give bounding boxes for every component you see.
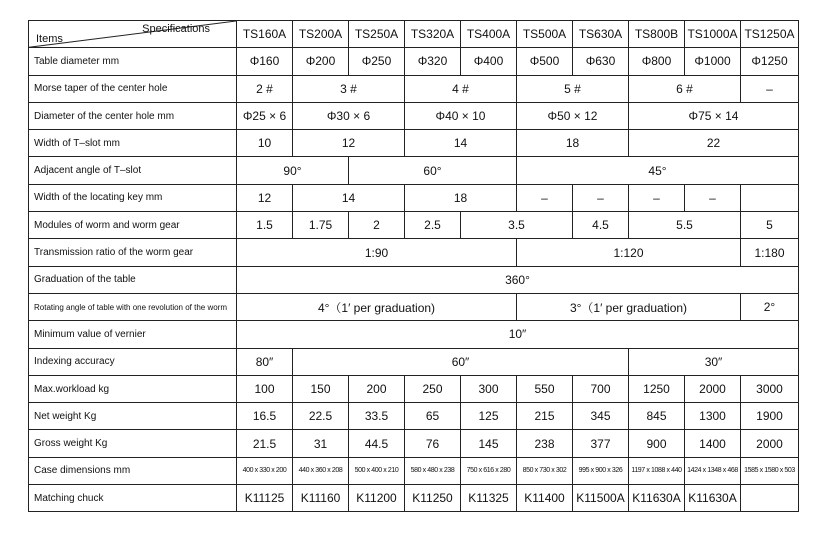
table-cell: Φ40 × 10 [405, 102, 517, 129]
table-cell: 33.5 [349, 403, 405, 430]
table-cell [741, 184, 799, 211]
table-cell: 21.5 [237, 430, 293, 457]
table-cell: 45° [517, 157, 799, 184]
table-cell: 4°（1′ per graduation) [237, 293, 517, 320]
table-row [29, 348, 799, 375]
table-cell: 238 [517, 430, 573, 457]
table-cell: 200 [349, 375, 405, 402]
model-header-cell: TS160A [237, 21, 293, 48]
table-cell: 60° [349, 157, 517, 184]
table-row [29, 403, 799, 430]
table-cell: Φ1000 [685, 48, 741, 75]
table-cell: Φ320 [405, 48, 461, 75]
table-cell: Φ630 [573, 48, 629, 75]
table-cell: 125 [461, 403, 517, 430]
row-label: Indexing accuracy [29, 348, 237, 375]
table-cell: 215 [517, 403, 573, 430]
table-cell: 1424 x 1348 x 468 [685, 457, 741, 484]
table-cell: 360° [237, 266, 799, 293]
table-cell: Φ200 [293, 48, 349, 75]
table-cell: 5 # [517, 75, 629, 102]
table-cell: 10 [237, 130, 293, 157]
table-cell: 580 x 480 x 238 [405, 457, 461, 484]
table-cell: 12 [237, 184, 293, 211]
table-row [29, 430, 799, 457]
table-cell: K11630A [629, 485, 685, 512]
table-cell: Φ500 [517, 48, 573, 75]
table-cell: 145 [461, 430, 517, 457]
table-cell: 1900 [741, 403, 799, 430]
model-header-cell: TS1000A [685, 21, 741, 48]
table-row [29, 266, 799, 293]
row-label: Adjacent angle of T–slot [29, 157, 237, 184]
table-cell: 400 x 330 x 200 [237, 457, 293, 484]
table-cell: K11630A [685, 485, 741, 512]
table-cell: 76 [405, 430, 461, 457]
table-cell: 18 [405, 184, 517, 211]
table-cell: 500 x 400 x 210 [349, 457, 405, 484]
table-cell: 3°（1′ per graduation) [517, 293, 741, 320]
table-cell [741, 485, 799, 512]
table-cell: Φ160 [237, 48, 293, 75]
table-cell: 30″ [629, 348, 799, 375]
model-header-cell: TS800B [629, 21, 685, 48]
table-cell: 250 [405, 375, 461, 402]
table-cell: 377 [573, 430, 629, 457]
table-cell: 1400 [685, 430, 741, 457]
table-cell: 750 x 616 x 280 [461, 457, 517, 484]
table-cell: – [685, 184, 741, 211]
model-header-cell: TS320A [405, 21, 461, 48]
table-cell: 6 # [629, 75, 741, 102]
table-cell: 16.5 [237, 403, 293, 430]
table-cell: K11400 [517, 485, 573, 512]
table-row [29, 75, 799, 102]
table-cell: 4.5 [573, 212, 629, 239]
table-cell: 2000 [685, 375, 741, 402]
table-row [29, 48, 799, 75]
table-cell: 3.5 [461, 212, 573, 239]
table-cell: 60″ [293, 348, 629, 375]
specifications-table [28, 20, 799, 512]
table-cell: 150 [293, 375, 349, 402]
table-cell: 2.5 [405, 212, 461, 239]
table-row [29, 375, 799, 402]
table-cell: K11325 [461, 485, 517, 512]
table-cell: 18 [517, 130, 629, 157]
table-cell: 2° [741, 293, 799, 320]
table-cell: Φ50 × 12 [517, 102, 629, 129]
table-row [29, 321, 799, 348]
table-cell: 100 [237, 375, 293, 402]
row-label: Max.workload kg [29, 375, 237, 402]
table-cell: 31 [293, 430, 349, 457]
items-heading: Items [36, 33, 63, 46]
row-label: Transmission ratio of the worm gear [29, 239, 237, 266]
table-cell: 845 [629, 403, 685, 430]
table-cell: K11160 [293, 485, 349, 512]
table-cell: 5 [741, 212, 799, 239]
table-cell: Φ400 [461, 48, 517, 75]
header-row [29, 21, 799, 48]
row-label: Width of the locating key mm [29, 184, 237, 211]
table-row [29, 212, 799, 239]
table-cell: K11200 [349, 485, 405, 512]
table-cell: 3000 [741, 375, 799, 402]
table-cell: 65 [405, 403, 461, 430]
table-row [29, 157, 799, 184]
table-cell: – [573, 184, 629, 211]
table-cell: Φ30 × 6 [293, 102, 405, 129]
table-cell: 1197 x 1088 x 440 [629, 457, 685, 484]
row-label: Matching chuck [29, 485, 237, 512]
table-row [29, 485, 799, 512]
table-cell: 345 [573, 403, 629, 430]
model-header-cell: TS250A [349, 21, 405, 48]
model-header-cell: TS200A [293, 21, 349, 48]
table-cell: Φ250 [349, 48, 405, 75]
table-cell: 995 x 900 x 326 [573, 457, 629, 484]
table-cell: K11500A [573, 485, 629, 512]
header-corner-cell [29, 21, 237, 48]
table-cell: 1.5 [237, 212, 293, 239]
table-cell: 90° [237, 157, 349, 184]
table-cell: 1585 x 1580 x 503 [741, 457, 799, 484]
table-cell: 44.5 [349, 430, 405, 457]
table-cell: 1300 [685, 403, 741, 430]
model-header-cell: TS630A [573, 21, 629, 48]
table-cell: 2 # [237, 75, 293, 102]
table-cell: 2 [349, 212, 405, 239]
table-cell: 14 [405, 130, 517, 157]
specifications-heading: Specifications [142, 23, 210, 35]
table-row [29, 130, 799, 157]
row-label: Graduation of the table [29, 266, 237, 293]
model-header-cell: TS500A [517, 21, 573, 48]
table-cell: 1:90 [237, 239, 517, 266]
table-cell: 10″ [237, 321, 799, 348]
table-cell: 700 [573, 375, 629, 402]
table-cell: 4 # [405, 75, 517, 102]
table-cell: K11125 [237, 485, 293, 512]
table-cell: 300 [461, 375, 517, 402]
table-cell: 14 [293, 184, 405, 211]
row-label: Case dimensions mm [29, 457, 237, 484]
row-label: Gross weight Kg [29, 430, 237, 457]
row-label: Rotating angle of table with one revolution of the worm [29, 293, 237, 320]
table-cell: 850 x 730 x 302 [517, 457, 573, 484]
table-cell: Φ800 [629, 48, 685, 75]
table-cell: 1:120 [517, 239, 741, 266]
table-cell: 1:180 [741, 239, 799, 266]
table-row [29, 293, 799, 320]
model-header-cell: TS400A [461, 21, 517, 48]
row-label: Table diameter mm [29, 48, 237, 75]
table-cell: – [517, 184, 573, 211]
table-cell: 3 # [293, 75, 405, 102]
row-label: Net weight Kg [29, 403, 237, 430]
table-cell: Φ75 × 14 [629, 102, 799, 129]
table-cell: K11250 [405, 485, 461, 512]
table-cell: 900 [629, 430, 685, 457]
table-cell: – [741, 75, 799, 102]
table-cell: 2000 [741, 430, 799, 457]
table-cell: Φ25 × 6 [237, 102, 293, 129]
table-row [29, 184, 799, 211]
table-cell: 22.5 [293, 403, 349, 430]
table-cell: 80″ [237, 348, 293, 375]
row-label: Morse taper of the center hole [29, 75, 237, 102]
table-cell: Φ1250 [741, 48, 799, 75]
row-label: Width of T–slot mm [29, 130, 237, 157]
table-cell: – [629, 184, 685, 211]
table-cell: 5.5 [629, 212, 741, 239]
table-cell: 440 x 360 x 208 [293, 457, 349, 484]
table-row [29, 102, 799, 129]
table-cell: 1250 [629, 375, 685, 402]
table-row [29, 239, 799, 266]
table-cell: 22 [629, 130, 799, 157]
table-cell: 550 [517, 375, 573, 402]
table-row [29, 457, 799, 484]
table-cell: 12 [293, 130, 405, 157]
row-label: Modules of worm and worm gear [29, 212, 237, 239]
model-header-cell: TS1250A [741, 21, 799, 48]
row-label: Minimum value of vernier [29, 321, 237, 348]
row-label: Diameter of the center hole mm [29, 102, 237, 129]
table-cell: 1.75 [293, 212, 349, 239]
